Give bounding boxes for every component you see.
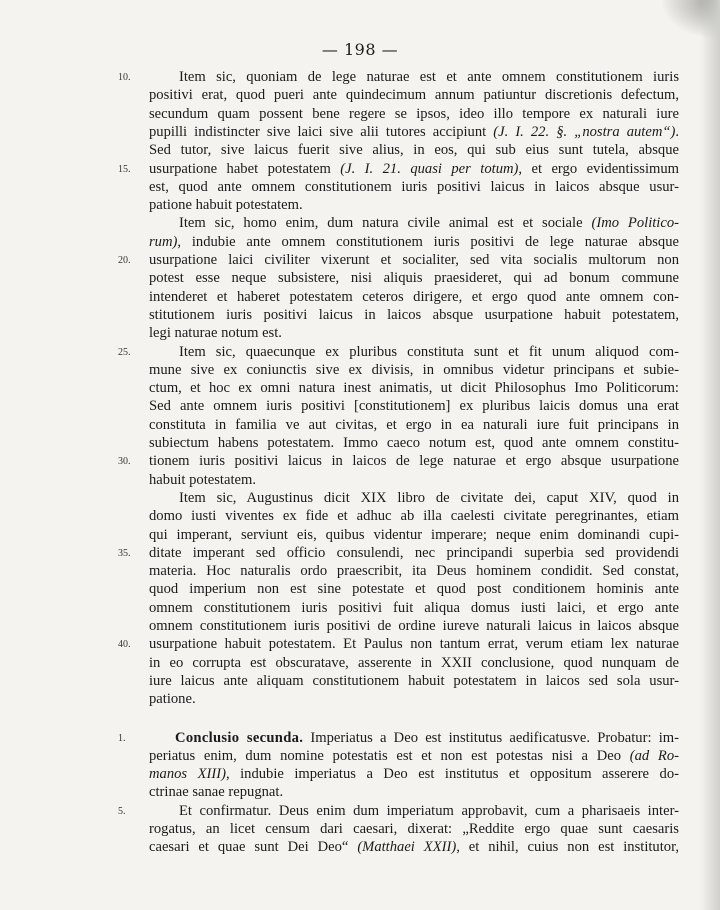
citation-italic: (J. I. 21. quasi per totum) xyxy=(340,161,519,177)
text-segment: habuit potestatem. xyxy=(149,472,256,488)
text-segment: Sed tutor, sive laicus fuerit sive alius, in eos, qui sub eius sunt tutela, absque xyxy=(149,142,679,158)
text-line xyxy=(149,269,679,287)
text-segment: materia. Hoc naturalis ordo praescribit, ita Deus hominem condidit. Sed constat, xyxy=(149,563,679,579)
text-line xyxy=(149,471,679,489)
text-line xyxy=(149,526,679,544)
text-segment: constituta in familia ve aut civitas, et ergo in ea naturali iure fuit principans in xyxy=(149,417,679,433)
text-segment: . xyxy=(675,124,679,140)
citation-italic: (J. I. 22. §. „nostra autem“) xyxy=(493,124,676,140)
text-segment: qui imperant, serviunt eis, quibus videntur imperare; neque enim dominandi cupi- xyxy=(149,527,679,543)
text-line xyxy=(149,288,679,306)
text-line xyxy=(149,233,679,251)
line-number: 30. xyxy=(118,456,131,467)
citation-italic: (Matthaei XXII) xyxy=(357,839,457,855)
text-segment: ditate imperant sed officio consulendi, nec principandi superbia sed providendi xyxy=(149,545,679,561)
text-line xyxy=(149,599,679,617)
text-line xyxy=(149,86,679,104)
text-segment: Sed ante omnem iuris positivi [constitutionem] ex pluribus laicis domus una erat xyxy=(149,398,679,414)
text-line xyxy=(149,324,679,342)
text-segment: Et confirmatur. Deus enim dum imperiatum approbavit, cum a pharisaeis inter- xyxy=(179,803,679,819)
text-segment: Item sic, homo enim, dum natura civile animal est et sociale xyxy=(179,215,592,231)
citation-italic: (Imo Politico- xyxy=(591,215,679,231)
text-segment: mune sive ex coniunctis sive ex divisis, in omnibus videtur principans et subie- xyxy=(149,362,679,378)
text-segment: Item sic, quoniam de lege naturae est et ante omnem constitutionem iuris xyxy=(179,69,679,85)
text-line xyxy=(149,562,679,580)
text-segment: subiectum habens potestatem. Immo caeco notum est, quod ante omnem constitu- xyxy=(149,435,679,451)
text-segment: quod imperium non est sine potestate et quod post conditionem hominis ante xyxy=(149,581,679,597)
text-line xyxy=(149,434,679,452)
line-number: 15. xyxy=(118,164,131,175)
text-segment: usurpatione laici civiliter vixerunt et socialiter, sed vita socialis multorum non xyxy=(149,252,679,268)
line-number: 35. xyxy=(118,548,131,559)
text-segment: stitutionem iuris positivi laicus in laicos absque usurpatione habuit potestatem, xyxy=(149,307,679,323)
text-line xyxy=(149,251,679,269)
text-segment: in eo corrupta est obscuratave, asserente in XXII conclusione, quod nunquam de xyxy=(149,655,679,671)
text-segment: Item sic, quaecunque ex pluribus constituta sunt et fit unum aliquod com- xyxy=(179,344,679,360)
text-line xyxy=(179,802,679,820)
text-segment: caesari et quae sunt Dei Deo“ xyxy=(149,839,358,855)
text-line xyxy=(179,68,679,86)
text-line xyxy=(149,123,679,141)
text-segment: , et nihil, cuius non est institutor, xyxy=(456,839,679,855)
text-segment: iure laicus ante aliquam constitutionem habuit potestatem in laicos sed sola usur- xyxy=(149,673,679,689)
page-edge-shadow xyxy=(700,0,720,910)
line-number: 40. xyxy=(118,639,131,650)
text-line xyxy=(149,452,679,470)
text-line xyxy=(149,765,679,783)
text-segment: patione habuit potestatem. xyxy=(149,197,303,213)
text-segment: , indubie imperiatus a Deo est institutus et oppositum asserere do- xyxy=(225,766,679,782)
line-number: 20. xyxy=(118,255,131,266)
text-line xyxy=(149,507,679,525)
text-segment: est, quod ante omnem constitutionem iuris positivi laicus in laicos absque usur- xyxy=(149,179,679,195)
text-segment: potest esse neque subsistere, nisi aliquis praesideret, qui ad bonum commune xyxy=(149,270,679,286)
page-number: — 198 — xyxy=(321,40,399,59)
text-segment: tionem iuris positivi laicus in laicos de lege naturae et ergo absque usurpatione xyxy=(149,453,679,469)
text-line xyxy=(149,416,679,434)
text-segment: ctum, et hoc ex omni natura inest animatis, ut dicit Philosophus Imo Politicorum: xyxy=(149,380,679,396)
text-line xyxy=(149,544,679,562)
text-segment: ctrinae sanae repugnat. xyxy=(149,784,284,800)
text-segment: omnem constitutionem iuris positivi fuit aliqua domus iusti laici, et ergo ante xyxy=(149,600,679,616)
text-segment: usurpatione habuit potestatem. Et Paulus non tantum errat, verum etiam lex naturae xyxy=(149,636,679,652)
text-segment: pupilli indistincter sive laici sive alii tutores accipiunt xyxy=(149,124,494,140)
text-line xyxy=(149,178,679,196)
line-number: 25. xyxy=(118,347,131,358)
text-line xyxy=(179,214,679,232)
citation-italic: manos XIII) xyxy=(149,766,226,782)
text-line xyxy=(149,397,679,415)
text-segment: omnem constitutionem iuris positivi de ordine iureve naturali laicus in laicos absque xyxy=(149,618,679,634)
text-line xyxy=(179,489,679,507)
text-segment: Imperiatus a Deo est institutus aedificatusve. Probatur: im- xyxy=(303,730,679,746)
section-heading: Conclusio secunda. xyxy=(175,730,304,746)
line-number: 1. xyxy=(118,733,126,744)
text-segment: Item sic, Augustinus dicit XIX libro de civitate dei, caput XIV, quod in xyxy=(179,490,679,506)
text-line xyxy=(149,783,679,801)
text-segment: periatus enim, dum nomine potestatis est et non est potestas nisi a Deo xyxy=(149,748,630,764)
text-line xyxy=(149,838,679,856)
text-line xyxy=(149,747,679,765)
text-line xyxy=(149,654,679,672)
citation-italic: rum) xyxy=(149,234,178,250)
text-segment: usurpatione habet potestatem xyxy=(149,161,341,177)
text-segment: secundum quam possent bene regere se ipsos, ideo illo tempore ex naturali iure xyxy=(149,106,679,122)
text-line xyxy=(149,690,679,708)
text-line xyxy=(149,580,679,598)
text-line xyxy=(149,379,679,397)
text-line xyxy=(175,729,679,747)
text-segment: , indubie ante omnem constitutionem iuris positivi de lege naturae absque xyxy=(177,234,679,250)
text-line xyxy=(149,361,679,379)
text-line xyxy=(149,672,679,690)
text-line xyxy=(149,196,679,214)
text-segment: domo iusti viventes ex fide et adhuc ab illa caelesti civitate peregrinantes, etiam xyxy=(149,508,679,524)
text-segment: rogatus, an licet censum dari caesari, dixerat: „Reddite ergo quae sunt caesaris xyxy=(149,821,679,837)
citation-italic: (ad Ro- xyxy=(629,748,679,764)
line-number: 5. xyxy=(118,806,126,817)
text-line xyxy=(149,160,679,178)
text-line xyxy=(149,820,679,838)
text-line xyxy=(149,617,679,635)
text-segment: , et ergo evidentissimum xyxy=(518,161,679,177)
text-line xyxy=(149,105,679,123)
text-segment: positivi erat, quod pueri ante quindecimum annum patiuntur discretionis defectum, xyxy=(149,87,679,103)
text-segment: intenderet et haberet potestatem ceteros dirigere, et ergo quod ante omnem con- xyxy=(149,289,679,305)
text-line xyxy=(149,635,679,653)
text-segment: patione. xyxy=(149,691,196,707)
line-number: 10. xyxy=(118,72,131,83)
text-line xyxy=(149,306,679,324)
text-line xyxy=(179,343,679,361)
text-segment: legi naturae notum est. xyxy=(149,325,282,341)
text-line xyxy=(149,141,679,159)
